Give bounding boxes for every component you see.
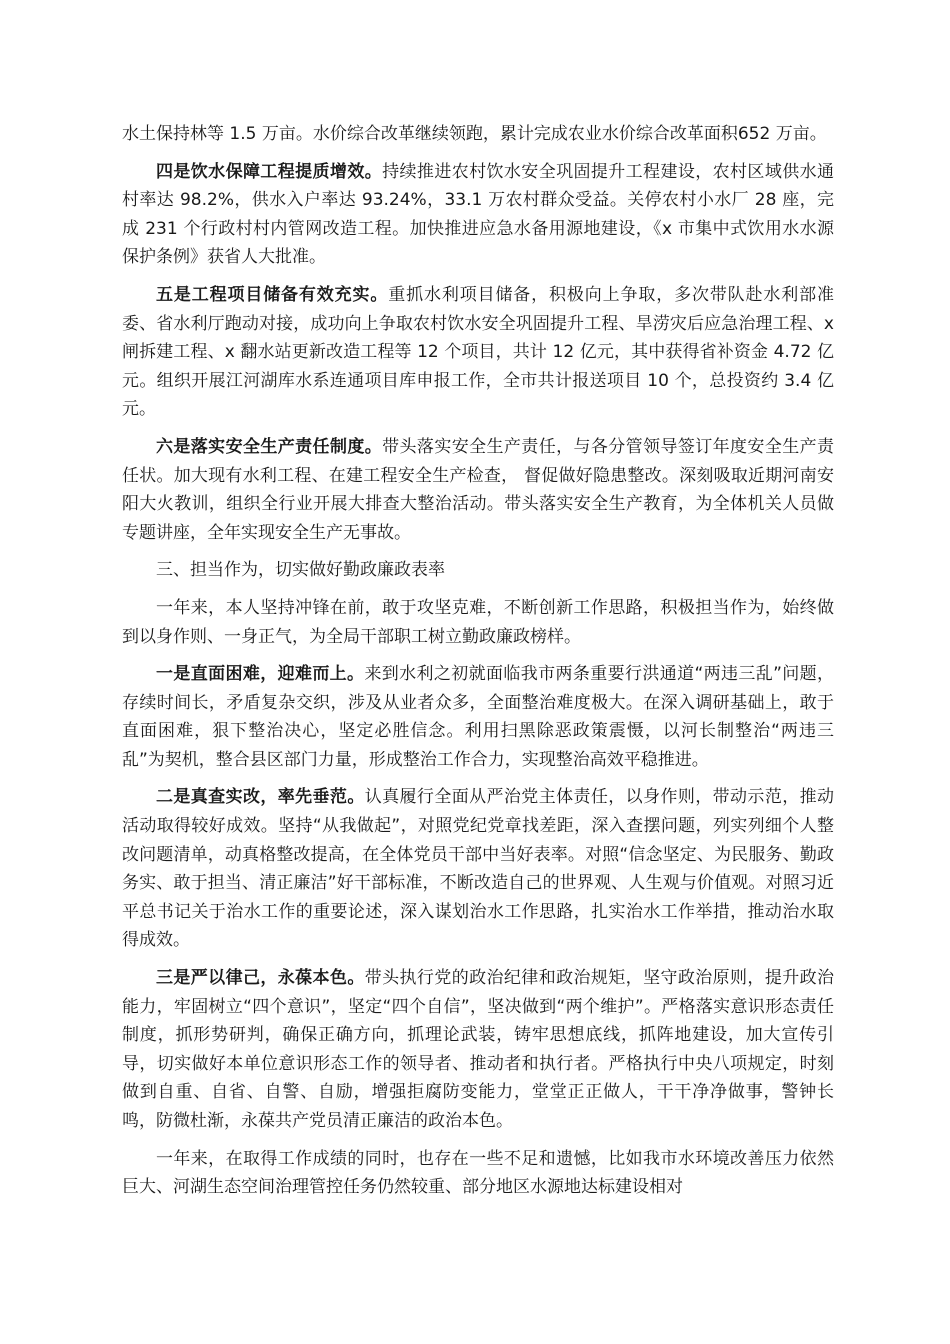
section-heading — [122, 556, 834, 585]
paragraph-text: 带头执行党的政治纪律和政治规矩，坚守政治原则，提升政治能力，牢固树立“四个意识”，坚定“四个自信”，坚决做到“两个维护”。严格落实意识形态责任制度，抓形势研判，确保正确方向，抓理论武装，铸牢思想底线，抓阵地建设，加大宣传引导，切实做好本单位意识形态工作的领导者、推动者和执行者。严格执行中央八项规定，时刻做到自重、自省、自警、自励，增强拒腐防变能力，堂堂正正做人，干干净净做事，警钟长鸣，防微杜渐，永葆共产党员清正廉洁的政治本色。 — [122, 968, 835, 1131]
paragraph-closing — [122, 1145, 834, 1202]
paragraph-text: 水土保持林等 1.5 万亩。水价综合改革继续领跑，累计完成农业水价综合改革面积652 万亩。 — [122, 124, 827, 144]
paragraph-continuation — [122, 120, 834, 149]
paragraph-lead: 五是工程项目储备有效充实。 — [156, 284, 389, 305]
paragraph-item-5 — [122, 281, 834, 424]
paragraph-lead: 六是落实安全生产责任制度。 — [156, 436, 383, 457]
paragraph-point-1 — [122, 660, 834, 774]
paragraph-point-2 — [122, 783, 834, 955]
paragraph-text: 一年来，在取得工作成绩的同时，也存在一些不足和遗憾，比如我市水环境改善压力依然巨大、河湖生态空间治理管控任务仍然较重、部分地区水源地达标建设相对 — [122, 1148, 834, 1198]
paragraph-text: 来到水利之初就面临我市两条重要行洪通道“两违三乱”问题，存续时间长，矛盾复杂交织，涉及从业者众多，全面整治难度极大。在深入调研基础上，敢于直面困难，狠下整治决心，坚定必胜信念。利用扫黑除恶政策震慑，以河长制整治“两违三乱”为契机，整合县区部门力量，形成整治工作合力，实现整治高效平稳推进。 — [122, 664, 835, 770]
paragraph-lead: 二是真查实改，率先垂范。 — [156, 787, 365, 808]
paragraph-item-4 — [122, 158, 834, 272]
paragraph-text: 认真履行全面从严治党主体责任，以身作则，带动示范，推动活动取得较好成效。坚持“从我做起”，对照党纪党章找差距，深入查摆问题，列实列细个人整改问题清单，动真格整改提高，在全体党员干部中当好表率。对照“信念坚定、为民服务、勤政务实、敢于担当、清正廉洁”好干部标准，不断改造自己的世界观、人生观与价值观。对照习近平总书记关于治水工作的重要论述，深入谋划治水工作思路，扎实治水工作举措，推动治水取得成效。 — [122, 787, 835, 951]
paragraph-lead: 四是饮水保障工程提质增效。 — [156, 161, 383, 182]
heading-text: 三、担当作为，切实做好勤政廉政表率 — [156, 560, 445, 581]
paragraph-text: 重抓水利项目储备，积极向上争取，多次带队赴水利部准委、省水利厅跑动对接，成功向上争取农村饮水安全巩固提升工程、旱涝灾后应急治理工程、x 闸拆建工程、x 翻水站更新改造工程等 12 个项目，共计 12 亿元，其中获得省补资金 4.72 亿元。组织开展江河湖库水系连通项目库申报工作，全市共计报送项目 10 个，总投资约 3.4 亿元。 — [122, 284, 835, 420]
paragraph-lead: 一是直面困难，迎难而上。 — [156, 664, 365, 685]
paragraph-text: 持续推进农村饮水安全巩固提升工程建设，农村区域供水通村率达 98.2%，供水入户率达 93.24%，33.1 万农村群众受益。关停农村小水厂 28 座，完成 231 个行政村村内管网改造工程。加快推进应急水备用源地建设，《x 市集中式饮用水水源保护条例》获省人大批准。 — [122, 161, 835, 268]
paragraph-point-3 — [122, 964, 834, 1136]
paragraph-lead: 三是严以律己，永葆本色。 — [156, 968, 365, 989]
paragraph-item-6 — [122, 433, 834, 547]
paragraph-text: 带头落实安全生产责任，与各分管领导签订年度安全生产责任状。加大现有水利工程、在建工程安全生产检查， 督促做好隐患整改。深刻吸取近期河南安阳大火教训，组织全行业开展大排查大整治活动。带头落实安全生产教育，为全体机关人员做专题讲座，全年实现安全生产无事故。 — [122, 436, 835, 543]
document-body — [122, 120, 834, 1202]
paragraph-section-intro — [122, 594, 834, 651]
paragraph-text: 一年来，本人坚持冲锋在前，敢于攻坚克难，不断创新工作思路，积极担当作为，始终做到以身作则、一身正气，为全局干部职工树立勤政廉政榜样。 — [122, 597, 834, 647]
